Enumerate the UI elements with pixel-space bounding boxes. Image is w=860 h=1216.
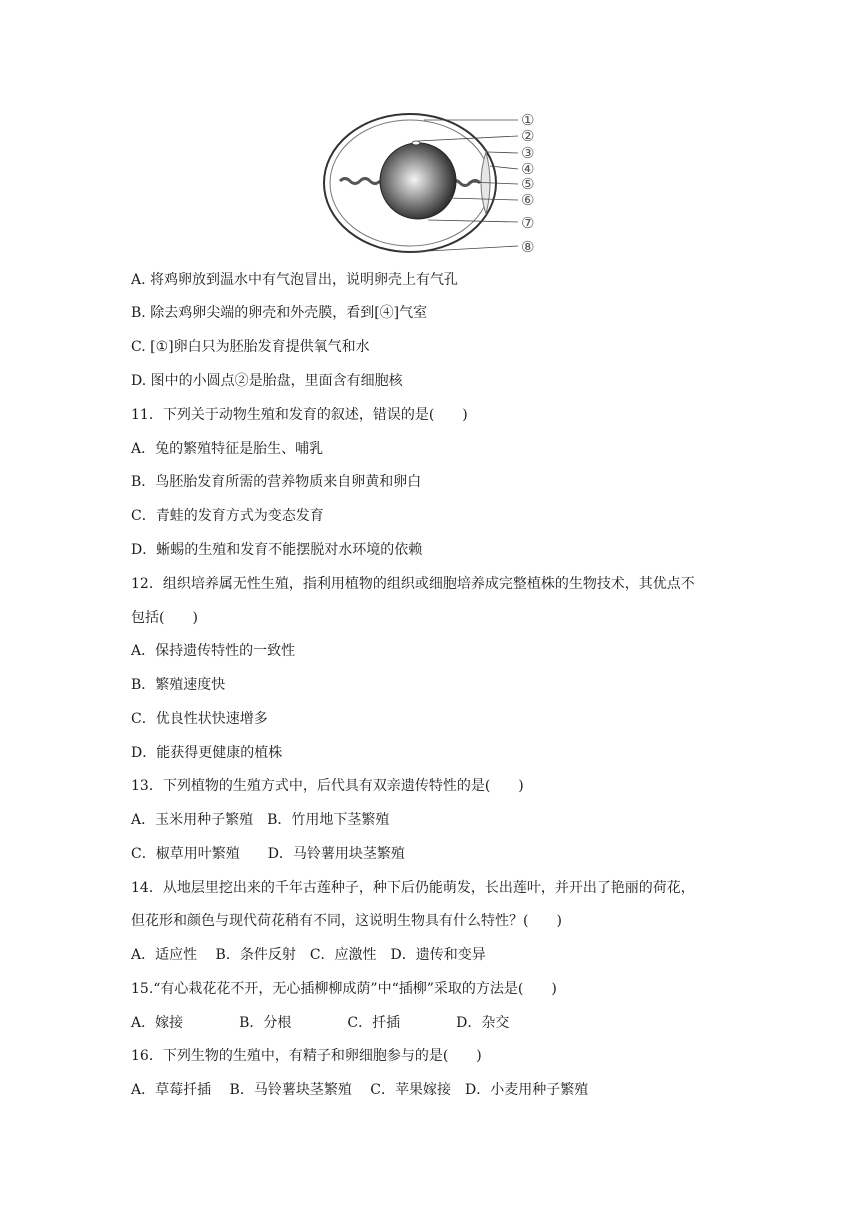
- q16-stem: 16．下列生物的生殖中，有精子和卵细胞参与的是( ): [131, 1048, 482, 1064]
- label-4: ④: [521, 160, 535, 178]
- q10-option-a: A. 将鸡卵放到温水中有气泡冒出，说明卵壳上有气孔: [131, 272, 459, 288]
- q11-option-b: B．鸟胚胎发育所需的营养物质来自卵黄和卵白: [131, 474, 422, 490]
- yolk: [380, 143, 456, 219]
- label-6: ⑥: [521, 191, 535, 209]
- label-8: ⑧: [521, 238, 535, 256]
- q10-option-c: C. [①]卵白只为胚胎发育提供氧气和水: [131, 339, 370, 355]
- q12-stem-line1: 12．组织培养属无性生殖，指利用植物的组织或细胞培养成完整植株的生物技术，其优点不: [131, 576, 695, 592]
- q11-option-d: D．蜥蜴的生殖和发育不能摆脱对水环境的依赖: [131, 542, 423, 558]
- q10-option-b: B. 除去鸡卵尖端的卵壳和外壳膜，看到[④]气室: [131, 305, 428, 321]
- q12-option-d: D．能获得更健康的植株: [131, 745, 283, 761]
- label-7: ⑦: [521, 214, 535, 232]
- label-1: ①: [521, 111, 535, 129]
- q14-stem-line2: 但花形和颜色与现代荷花稍有不同，这说明生物具有什么特性？( ): [131, 913, 562, 929]
- q14-options: A．适应性 B．条件反射 C．应激性 D．遗传和变异: [131, 947, 486, 963]
- q13-options-line2: C．椒草用叶繁殖 D．马铃薯用块茎繁殖: [131, 846, 405, 862]
- q10-option-d: D. 图中的小圆点②是胎盘，里面含有细胞核: [131, 373, 403, 389]
- label-5: ⑤: [521, 175, 535, 193]
- q11-option-c: C．青蛙的发育方式为变态发育: [131, 508, 324, 524]
- egg-diagram: [318, 108, 540, 258]
- q11-stem: 11．下列关于动物生殖和发育的叙述，错误的是( ): [131, 407, 468, 423]
- q12-option-b: B．繁殖速度快: [131, 677, 226, 693]
- q12-option-a: A．保持遗传特性的一致性: [131, 643, 296, 659]
- q15-stem: 15.“有心栽花花不开，无心插柳柳成荫”中“插柳”采取的方法是( ): [131, 981, 557, 997]
- egg-structure-figure: [318, 108, 540, 258]
- germinal-disc: [412, 141, 420, 145]
- q16-options: A．草莓扦插 B．马铃薯块茎繁殖 C．苹果嫁接 D．小麦用种子繁殖: [131, 1082, 589, 1098]
- label-2: ②: [521, 127, 535, 145]
- q11-option-a: A．兔的繁殖特征是胎生、哺乳: [131, 441, 324, 457]
- q12-stem-line2: 包括( ): [131, 610, 198, 626]
- q12-option-c: C．优良性状快速增多: [131, 711, 268, 727]
- label-3: ③: [521, 144, 535, 162]
- q13-options-line1: A．玉米用种子繁殖 B．竹用地下茎繁殖: [131, 812, 390, 828]
- q13-stem: 13．下列植物的生殖方式中，后代具有双亲遗传特性的是( ): [131, 778, 524, 794]
- q14-stem-line1: 14．从地层里挖出来的千年古莲种子，种下后仍能萌发，长出莲叶，并开出了艳丽的荷花，: [131, 880, 695, 896]
- q15-options: A．嫁接 B．分根 C．扦插 D．杂交: [131, 1015, 510, 1031]
